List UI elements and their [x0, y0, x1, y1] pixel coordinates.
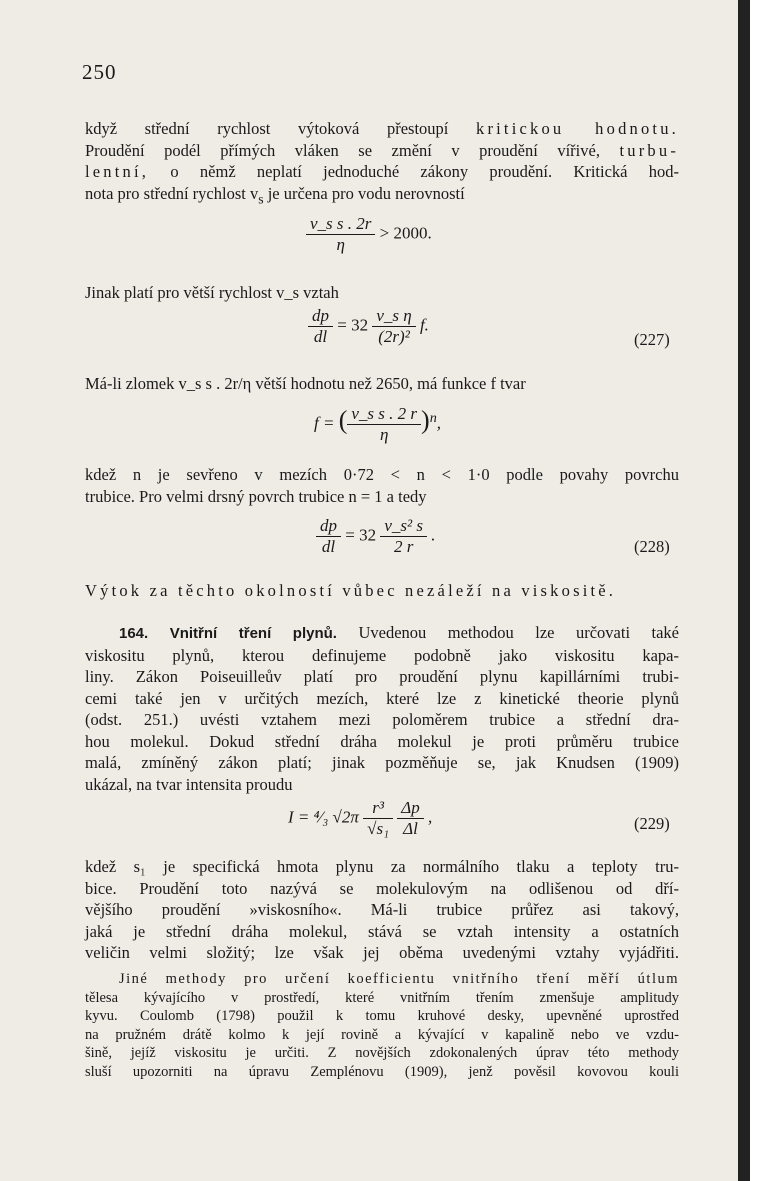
text-line: nota pro střední rychlost $v_s$ je určena pro vodu nerovností [85, 183, 465, 206]
section-number: 164. [119, 625, 149, 642]
equation-inequality: $\frac{\text{v\_s s . 2r}}{\eta}$ > 2000. [306, 214, 432, 255]
equation-number-227: (227) [634, 330, 670, 349]
text-line: trubice. Pro velmi drsný povrch trubice n = 1 a tedy [85, 486, 427, 506]
text-line: vějšího proudění »viskosního«. Má-li trubice průřez asi takový, [85, 900, 679, 919]
text-line: Výtok za těchto okolností vůbec nezáleží na viskositě. [85, 581, 617, 600]
text-line: kyvu. Coulomb (1798) použil k tomu kruhové desky, upevněné uprostřed [85, 1008, 679, 1024]
paragraph-relation [85, 282, 679, 304]
section-164 [85, 622, 679, 795]
equation-229: I = ⁴⁄₃ √2π $\frac{\text{r³}}{\text{√s₁}}$ $\frac{\Delta p}{\Delta l}$ , [288, 798, 433, 838]
section-title: Vnitřní tření plynů. [169, 625, 337, 642]
equation-number-229: (229) [634, 814, 670, 833]
text-line: 164. Vnitřní tření plynů. Uvedenou methodou lze určovati také [119, 623, 680, 642]
text-line: cemi také jen v určitých mezích, které lze z kinetické theorie plynů [85, 688, 679, 708]
page-edge-shadow [738, 0, 750, 1181]
text-line: ukázal, na tvar intensita proudu [85, 774, 293, 794]
text-line: sluší upozorniti na úpravu Zemplénovu (1909), jenž pověsil kovovou kouli [85, 1063, 679, 1080]
text-line: liny. Zákon Poiseuilleův platí pro proudění plynu kapillárními trubi- [85, 667, 679, 686]
scan-margin [750, 0, 768, 1181]
text-line: Jinak platí pro větší rychlost v_s vztah [85, 283, 339, 302]
text-line: Jiné methody pro určení koefficientu vnitřního tření měří útlum [119, 971, 679, 987]
equation-number-228: (228) [634, 537, 670, 556]
text-line: na pružném drátě kolmo k její rovině a kývající v kapalině nebo ve vzdu- [85, 1026, 679, 1043]
equation-f: f = ( $\frac{\text{v\_s s . 2 r}}{\eta}$ )$^n$, [314, 404, 442, 444]
text-line: když střední rychlost výtoková přestoupí kritickou hodnotu. [85, 119, 679, 138]
equation-228: $\frac{dp}{dl}$ = 32 $\frac{\text{v\_s² s}}{2 r}$ . [316, 516, 435, 557]
text-line: kdež n je sevřeno v mezích 0·72 < n < 1·0 podle povahy povrchu [85, 465, 679, 484]
text-line: tělesa kývajícího v prostředí, které vnitřním třením zmenšuje amplitudy [85, 989, 679, 1006]
text-line: kdež s₁ je specifická hmota plynu za normálního tlaku a teploty tru- [85, 857, 679, 876]
text-line: viskositu plynů, kterou definujeme podobně jako viskositu kapa- [85, 645, 679, 665]
paragraph-exponent [85, 464, 679, 507]
text-line: hou molekul. Dokud střední dráha molekul je proti průměru trubice [85, 731, 679, 751]
small-print-methods [85, 970, 679, 1081]
page-number: 250 [82, 60, 117, 84]
text-line: malá, zmíněný zákon platí; jinak pozměňuje se, jak Knudsen (1909) [85, 753, 679, 772]
paragraph-critical-velocity [85, 118, 679, 209]
text-line: šině, jejíž viskositu je určiti. Z novějších zdokonalených úprav této methody [85, 1045, 679, 1061]
text-line: veličin velmi složitý; lze však jej oběma uvedenými vztahy vyjádřiti. [85, 943, 679, 962]
paragraph-outflow [85, 580, 679, 602]
paragraph-molecular-flow [85, 856, 679, 964]
text-line: (odst. 251.) uvésti vztahem mezi poloměrem trubice a střední dra- [85, 710, 679, 729]
text-line: lentní, o němž neplatí jednoduché zákony proudění. Kritická hod- [85, 162, 679, 181]
text-line: Proudění podél přímých vláken se změní v proudění vířivé, turbu- [85, 140, 680, 160]
paragraph-fraction [85, 373, 679, 395]
text-line: jaká je střední dráha molekul, stává se vztah intensity a ostatních [85, 921, 679, 941]
equation-227: $\frac{dp}{dl}$ = 32 $\frac{\text{v\_s η}}{\text{(2r)²}}$ f. [308, 306, 429, 347]
text-line: Má-li zlomek v_s s . 2r/η větší hodnotu než 2650, má funkce f tvar [85, 374, 526, 393]
text-line: bice. Proudění toto nazývá se molekulovým na odlišenou od dří- [85, 878, 679, 898]
